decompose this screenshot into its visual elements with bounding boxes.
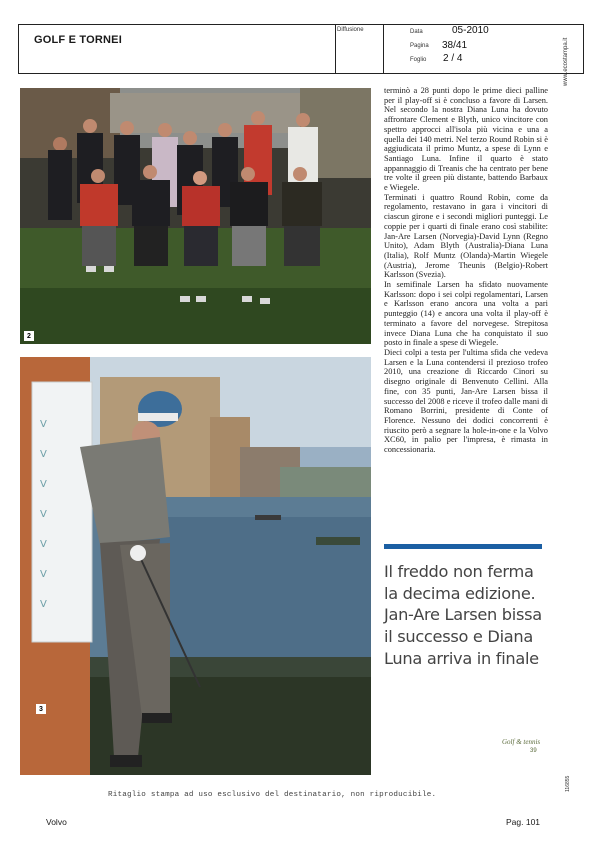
footer-page: Pag. 101 <box>506 817 541 827</box>
side-credit: www.ecostampa.it <box>563 37 569 86</box>
foglio-value: 2 / 4 <box>443 53 463 64</box>
diffusione-label: Diffusione <box>337 27 364 33</box>
foglio-label: Foglio <box>410 57 427 63</box>
copyright-notice: Ritaglio stampa ad uso esclusivo del destinatario, non riproducibile. <box>108 791 437 799</box>
golfer-photo <box>20 357 371 775</box>
pagina-value: 38/41 <box>442 40 468 51</box>
data-label: Data <box>410 29 423 35</box>
headline: Il freddo non ferma la decima edizione. Jan-Are Larsen bissa il successo e Diana Luna arriva in finale <box>384 562 542 668</box>
photo-number: 2 <box>24 331 34 341</box>
svg-text:V: V <box>40 419 47 430</box>
svg-text:V: V <box>40 449 47 460</box>
article-paragraph: Terminati i quattro Round Robin, come da regolamento, restavano in gara i vincitori di ciascun girone e i secondi migliori punteggi. Le coppie per i quarti di finale erano così stabilite: Jan-Are Larsen (Norvegia)-David Lynn (Regno Unito), Adam Blyth (Australia)-Diana Luna (Italia), Rolf Muntz (Olanda)-Martin Wiegele (Austria), Jerome Theunis (Belgio)-Robert Karlsson (Svezia). <box>384 192 548 280</box>
side-code: 116855 <box>565 775 571 792</box>
header-divider <box>335 25 336 73</box>
svg-text:V: V <box>40 539 47 550</box>
article-paragraph: Dieci colpi a testa per l'ultima sfida che vedeva Larsen e la Luna contendersi il prezioso trofeo 2010, una creazione di Riccardo Cinori su disegno originale di Benvenuto Cellini. Alla fine, con 35 punti, Jan-Are Larsen bissa il successo del 2008 e riceve il trofeo dalle mani di Romano Borrini, presidente di Conte of Florence. Nessuno dei dodici concorrenti è riuscito però a segnare la hole-in-one e la Volvo XC60, in palio per l'impresa, è rimasta in concessionaria. <box>384 347 548 455</box>
footer-client: Volvo <box>46 817 67 827</box>
pagina-label: Pagina <box>410 43 429 49</box>
svg-text:V: V <box>40 479 47 490</box>
headline-rule <box>384 544 542 549</box>
svg-text:V: V <box>40 509 47 520</box>
magazine-logo: Golf & tennis <box>502 738 541 746</box>
article-paragraph: terminò a 28 punti dopo le prime dieci palline per il play-off si è concluso a favore di Larsen. Nel secondo la nostra Diana Luna ha dovuto affrontare Clement e Blyth, unico vincitore con spettro approcci all'isola più vicina e una a quella dei 140 metri. Nel terzo Round Robin si è aggiudicata il primo Muntz, a spese di Lynn e Santiago Luna. Infine il quarto è stato appannaggio di Treanis che ha centrato per bene tre volte il green più distante, battendo Barbaux e Wiegele. <box>384 86 548 193</box>
header-divider <box>383 25 384 73</box>
photo-number: 3 <box>36 704 46 714</box>
group-photo <box>20 88 371 344</box>
header-box <box>18 24 584 74</box>
section-title: GOLF E TORNEI <box>34 34 122 46</box>
svg-text:V: V <box>40 599 47 610</box>
svg-text:V: V <box>40 569 47 580</box>
data-value: 05-2010 <box>452 25 489 36</box>
article-paragraph: In semifinale Larsen ha sfidato nuovamente Karlsson: dopo i sei colpi regolamentari, Larsen e Karlsson erano ancora una volta a pari punteggio (14) e ancora una volta il play-off è terminato a favore del norvegese. Strepitosa invece Diana Luna che ha conquistato il suo posto in finale a spese di Wiegele. <box>384 280 548 348</box>
magazine-page-number: 39 <box>530 748 537 754</box>
article-text <box>384 86 548 455</box>
